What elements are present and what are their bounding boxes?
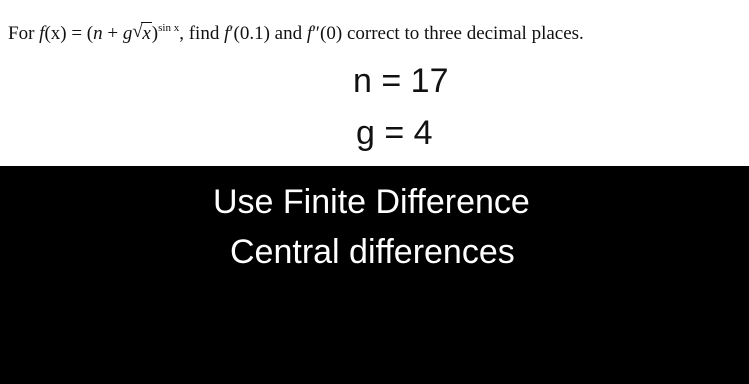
plus-sign: +	[102, 23, 123, 44]
function-argument: (x)	[44, 23, 67, 44]
second-derivative-text: ″(0) correct to three decimal places.	[312, 23, 584, 44]
parameter-n: n = 17	[353, 62, 449, 100]
variable-n: n	[93, 23, 103, 44]
equals-sign: = (	[66, 23, 94, 44]
comma: ,	[179, 23, 184, 44]
first-derivative-text: ′(0.1) and	[229, 23, 307, 44]
problem-panel	[0, 0, 749, 166]
problem-statement	[8, 21, 584, 44]
radicand: x	[142, 23, 151, 44]
exponent: sin x	[158, 22, 180, 34]
square-root	[132, 21, 151, 44]
find-text: find	[183, 23, 225, 44]
radical-sign-icon: √	[132, 21, 143, 42]
parameter-g: g = 4	[356, 114, 433, 152]
variable-g: g	[122, 23, 133, 44]
caption-line-2: Central differences	[230, 233, 515, 271]
second-derivative-symbol: f	[306, 23, 313, 44]
problem-lead: For	[8, 23, 35, 44]
function-symbol: f	[39, 23, 45, 44]
closing-paren: )	[151, 23, 159, 44]
first-derivative-symbol: f	[224, 23, 230, 44]
caption-line-1: Use Finite Difference	[213, 183, 530, 221]
